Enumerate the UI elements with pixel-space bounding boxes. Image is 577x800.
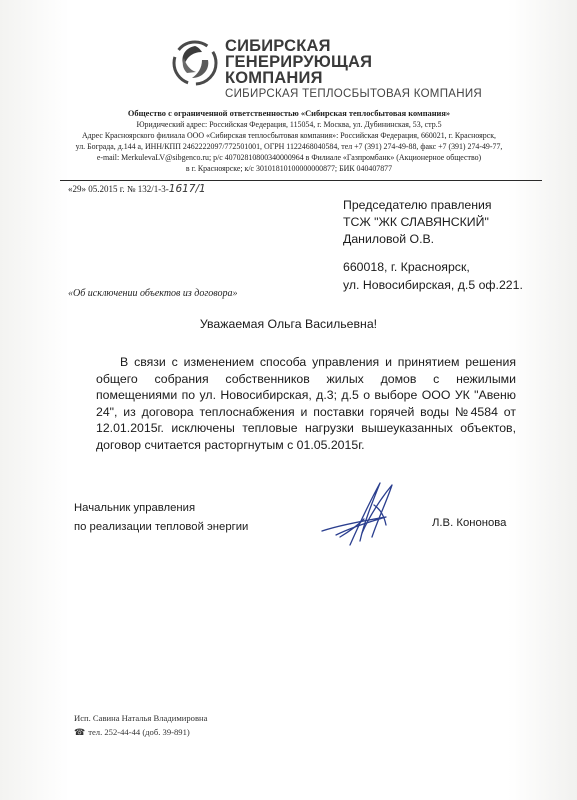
logo-subtitle: СИБИРСКАЯ ТЕПЛОСБЫТОВАЯ КОМПАНИЯ xyxy=(225,88,483,100)
legal-address: Юридический адрес: Российская Федерация, 115054, г. Москва, ул. Дубининская, 53, стр.5 xyxy=(136,120,442,129)
logo-line-2: ГЕНЕРИРУЮЩАЯ xyxy=(225,53,373,71)
header-divider xyxy=(60,180,542,181)
sgk-logo-icon xyxy=(172,40,218,86)
bank-details-line-1: e-mail: MerkulevaLV@sibgenco.ru; р/с 40702810800340000964 в Филиале «Газпромбанк» (Акционерное общество) xyxy=(96,153,482,162)
registration-prefix: «29» 05.2015 г. № 132/1-3- xyxy=(68,184,169,194)
handwritten-signature-icon xyxy=(300,475,420,550)
branch-address-line-1: Адрес Красноярского филиала ООО «Сибирская теплосбытовая компания»: Российская Федерация, 660021, г. Красноярск, xyxy=(81,131,496,140)
letter-subject: «Об исключении объектов из договора» xyxy=(68,288,238,299)
executor-phone xyxy=(74,725,207,740)
executor-name: Исп. Савина Наталья Владимировна xyxy=(74,713,208,723)
addressee-organization: ТСЖ "ЖК СЛАВЯНСКИЙ" xyxy=(343,215,489,229)
bank-details-line-2: в г. Красноярске; к/с 30101810100000000877; БИК 040407877 xyxy=(185,164,393,173)
addressee-address xyxy=(343,258,523,294)
telephone-icon: ☎ xyxy=(74,728,86,738)
signatory-title-line-2: по реализации тепловой энергии xyxy=(74,521,249,533)
handwritten-number: 1617/1 xyxy=(168,183,206,195)
registration-number xyxy=(68,183,206,195)
organization-header xyxy=(30,108,548,174)
logo-line-1: СИБИРСКАЯ xyxy=(225,37,331,55)
addressee-name: Даниловой О.В. xyxy=(343,232,435,246)
logo-wordmark xyxy=(225,38,372,86)
addressee-address-line-2: ул. Новосибирская, д.5 оф.221. xyxy=(343,278,523,292)
signatory-name: Л.В. Кононова xyxy=(432,517,507,529)
signatory-title-line-1: Начальник управления xyxy=(74,502,196,514)
addressee-address-line-1: 660018, г. Красноярск, xyxy=(343,260,470,274)
branch-address-line-2: ул. Бограда, д.144 а, ИНН/КПП 2462222097/772501001, ОГРН 1122468040584, тел +7 (391) 274-49-88, факс +7 (391) 274-49-77, xyxy=(75,142,503,151)
letter-body: В связи с изменением способа управления и принятием решения общего собрания собственников жилых домов с нежилыми помещениями по ул. Новосибирская, д.3; д.5 о выборе ООО УК "Авеню 24", из договора теплоснабжения и поставки горячей воды №4584 от 12.01.2015г. исключены тепловые нагрузки вышеуказанных объектов, договор считается расторгнутым с 01.05.2015г. xyxy=(96,355,516,452)
addressee-position: Председателю правления xyxy=(343,198,492,212)
addressee-block xyxy=(343,197,492,248)
signatory-title xyxy=(74,499,248,537)
organization-name: Общество с ограниченной ответственностью «Сибирская теплосбытовая компания» xyxy=(127,109,451,118)
greeting: Уважаемая Ольга Васильевна! xyxy=(199,317,378,331)
executor-block xyxy=(74,711,207,740)
logo-line-3: КОМПАНИЯ xyxy=(225,69,323,87)
executor-phone-number: тел. 252-44-44 (доб. 39-891) xyxy=(88,727,190,737)
